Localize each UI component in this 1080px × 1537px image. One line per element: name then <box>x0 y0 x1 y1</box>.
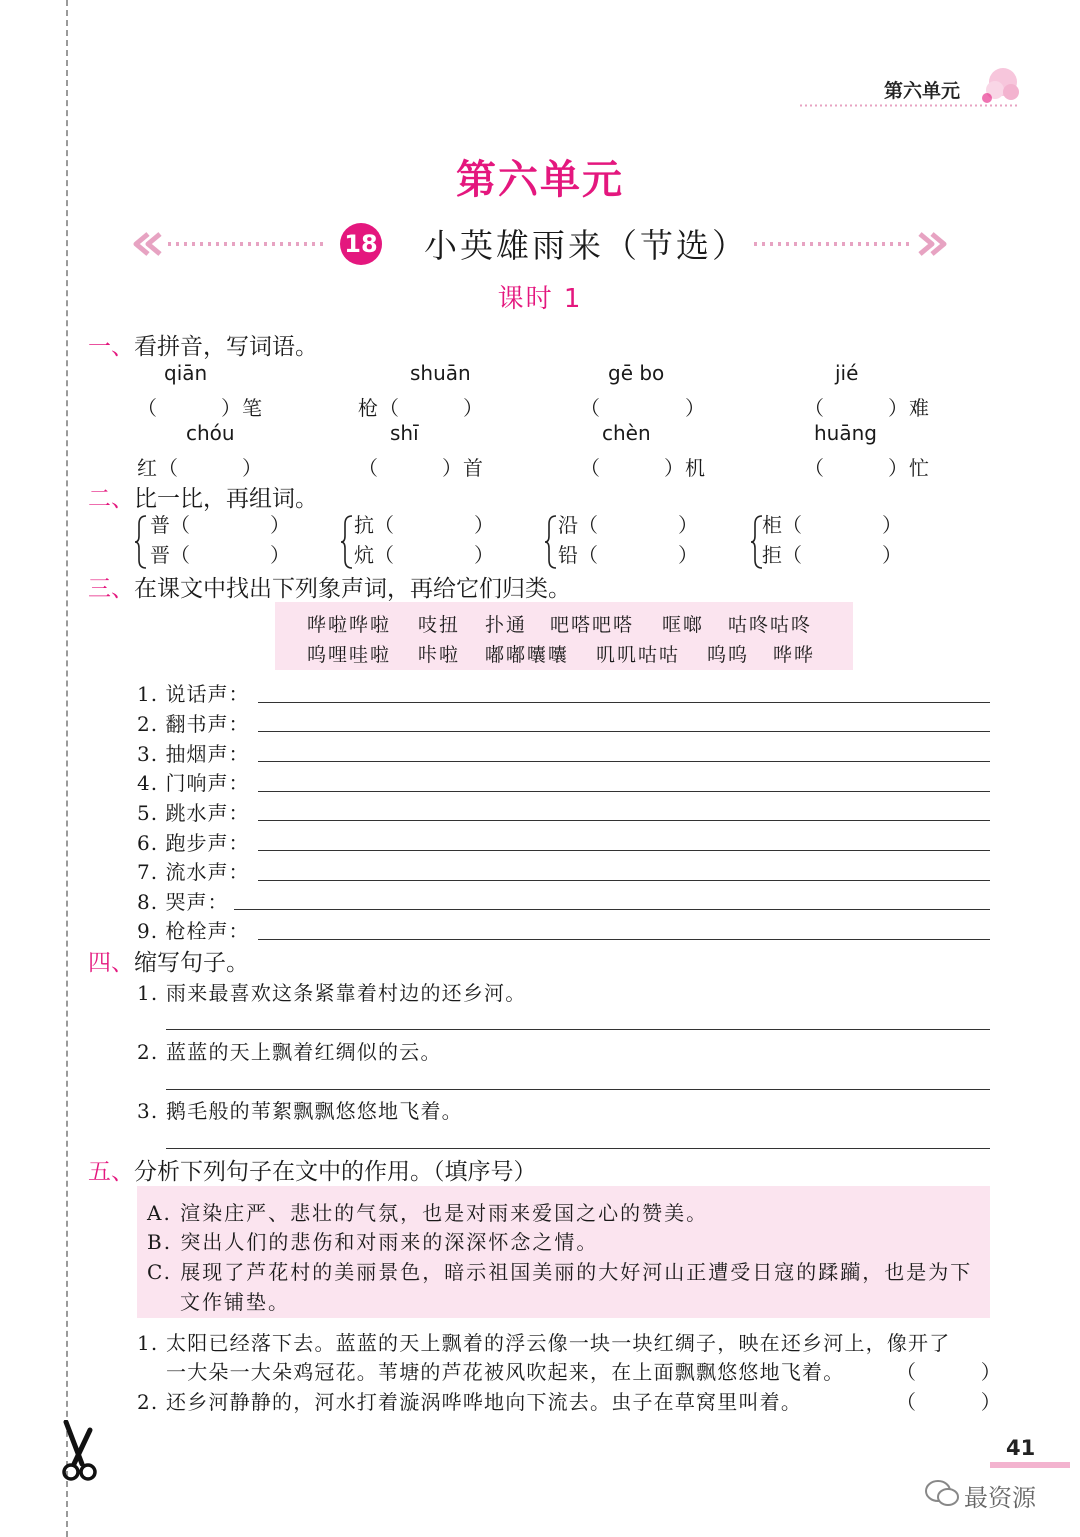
option-item-continued: 文作铺垫。 <box>180 1290 290 1314</box>
compare-word: 炕（ ） <box>354 543 494 567</box>
answer-line[interactable] <box>234 909 990 910</box>
section-title: 在课文中找出下列象声词，再给它们归类。 <box>134 576 571 602</box>
sentence-item: 3. 鹅毛般的苇絮飘飘悠悠地飞着。 <box>137 1099 463 1123</box>
compare-word: 抗（ ） <box>354 513 494 537</box>
word-blank: （ ）机 <box>580 456 706 480</box>
compare-word: 普（ ） <box>150 513 290 537</box>
pinyin: chóu <box>186 421 235 445</box>
compare-word: 沿（ ） <box>558 513 698 537</box>
word-chip: 哗哗 <box>773 644 816 666</box>
section-2-heading <box>88 480 318 513</box>
running-header: 第六单元 <box>884 80 961 102</box>
word-chip: 呜哩哇啦 <box>307 644 392 666</box>
pinyin: gē bo <box>608 361 665 385</box>
period-label: 课时 1 <box>497 284 583 314</box>
section-number: 四、 <box>88 950 134 976</box>
compare-word-pair <box>150 510 290 570</box>
answer-line[interactable] <box>258 880 990 881</box>
answer-line[interactable] <box>258 731 990 732</box>
word-blank: 红（ ） <box>137 456 263 480</box>
answer-line[interactable] <box>258 820 990 821</box>
pinyin: chèn <box>602 421 651 445</box>
answer-parentheses[interactable]: （ ） <box>896 1390 1002 1414</box>
question-2: 2. 还乡河静静的，河水打着漩涡哗哗地向下流去。虫子在草窝里叫着。 <box>137 1390 803 1414</box>
compare-word: 拒（ ） <box>762 543 902 567</box>
word-chip: 哗啦哗啦 <box>307 614 392 636</box>
word-chip: 吧嗒吧嗒 <box>550 614 635 636</box>
compare-word: 铅（ ） <box>558 543 698 567</box>
category-label: 6. 跑步声： <box>137 831 250 855</box>
lesson-title: 小英雄雨来（节选） <box>424 226 748 265</box>
word-blank: （ ）难 <box>804 396 930 420</box>
category-label: 2. 翻书声： <box>137 712 250 736</box>
word-chip: 嘟嘟囔囔 <box>485 644 570 666</box>
section-title: 分析下列句子在文中的作用。（填序号） <box>134 1159 537 1185</box>
pinyin: shuān <box>410 361 471 385</box>
word-chip: 呜呜 <box>707 644 750 666</box>
section-1-heading <box>88 328 318 361</box>
scissors-icon <box>56 1420 102 1484</box>
pinyin: jié <box>835 361 859 385</box>
word-chip: 扑通 <box>485 614 528 636</box>
answer-line[interactable] <box>258 939 990 940</box>
answer-parentheses[interactable]: （ ） <box>896 1360 1002 1384</box>
section-title: 比一比，再组词。 <box>134 486 318 512</box>
sentence-item: 1. 雨来最喜欢这条紧靠着村边的还乡河。 <box>137 981 527 1005</box>
section-number: 一、 <box>88 334 134 360</box>
pinyin: shī <box>390 421 419 445</box>
word-chip: 叽叽咕咕 <box>596 644 681 666</box>
answer-line[interactable] <box>258 702 990 703</box>
word-chip: 哐啷 <box>662 614 705 636</box>
brace-icon <box>134 514 148 570</box>
section-number: 五、 <box>88 1159 134 1185</box>
section-title: 看拼音，写词语。 <box>134 334 318 360</box>
category-label: 4. 门响声： <box>137 771 250 795</box>
answer-line[interactable] <box>258 791 990 792</box>
word-blank: （ ）笔 <box>137 396 263 420</box>
compare-word: 柜（ ） <box>762 513 902 537</box>
compare-word-pair <box>558 510 698 570</box>
lesson-number-badge: 18 <box>340 223 382 265</box>
brace-icon <box>340 514 354 570</box>
header-underline <box>800 104 1020 107</box>
word-blank: （ ）忙 <box>804 456 930 480</box>
category-label: 7. 流水声： <box>137 860 250 884</box>
brace-icon <box>544 514 558 570</box>
category-label: 5. 跳水声： <box>137 801 250 825</box>
word-blank: （ ） <box>580 396 706 420</box>
category-label: 1. 说话声： <box>137 682 250 706</box>
page-number-bar <box>990 1462 1070 1468</box>
compare-word-pair <box>762 510 902 570</box>
option-item: B. 突出人们的悲伤和对雨来的深深怀念之情。 <box>147 1230 599 1254</box>
word-chip: 咕咚咕咚 <box>728 614 813 636</box>
word-chip: 咔啦 <box>418 644 461 666</box>
cut-line <box>66 0 68 1537</box>
compare-word: 晋（ ） <box>150 543 290 567</box>
section-number: 二、 <box>88 486 134 512</box>
category-label: 9. 枪栓声： <box>137 919 250 943</box>
unit-title: 第六单元 <box>456 157 624 203</box>
word-chip: 吱扭 <box>418 614 461 636</box>
word-blank: 枪（ ） <box>358 396 484 420</box>
option-item: C. 展现了芦花村的美丽景色，暗示祖国美丽的大好河山正遭受日寇的蹂躏，也是为下 <box>147 1260 973 1284</box>
question-1-line-2: 一大朵一大朵鸡冠花。苇塘的芦花被风吹起来，在上面飘飘悠悠地飞着。 <box>166 1360 845 1384</box>
section-5-heading <box>88 1153 537 1186</box>
compare-word-pair <box>354 510 494 570</box>
answer-line[interactable] <box>166 1029 990 1030</box>
answer-line[interactable] <box>258 850 990 851</box>
pinyin: qiān <box>164 361 208 385</box>
word-blank: （ ）首 <box>358 456 484 480</box>
option-item: A. 渲染庄严、悲壮的气氛，也是对雨来爱国之心的赞美。 <box>147 1201 709 1225</box>
category-label: 3. 抽烟声： <box>137 742 250 766</box>
answer-line[interactable] <box>166 1089 990 1090</box>
pinyin: huāng <box>814 421 877 445</box>
answer-line[interactable] <box>258 761 990 762</box>
category-label: 8. 哭声： <box>137 890 229 914</box>
section-title: 缩写句子。 <box>134 950 249 976</box>
question-1-line-1: 1. 太阳已经落下去。蓝蓝的天上飘着的浮云像一块一块红绸子，映在还乡河上，像开了 <box>137 1331 951 1355</box>
watermark-text: 最资源 <box>964 1484 1036 1512</box>
section-4-heading <box>88 944 249 977</box>
sentence-item: 2. 蓝蓝的天上飘着红绸似的云。 <box>137 1040 442 1064</box>
wechat-icon <box>924 1478 960 1508</box>
section-3-heading <box>88 570 571 603</box>
answer-line[interactable] <box>166 1148 990 1149</box>
page-number: 41 <box>1006 1436 1036 1460</box>
section-number: 三、 <box>88 576 134 602</box>
